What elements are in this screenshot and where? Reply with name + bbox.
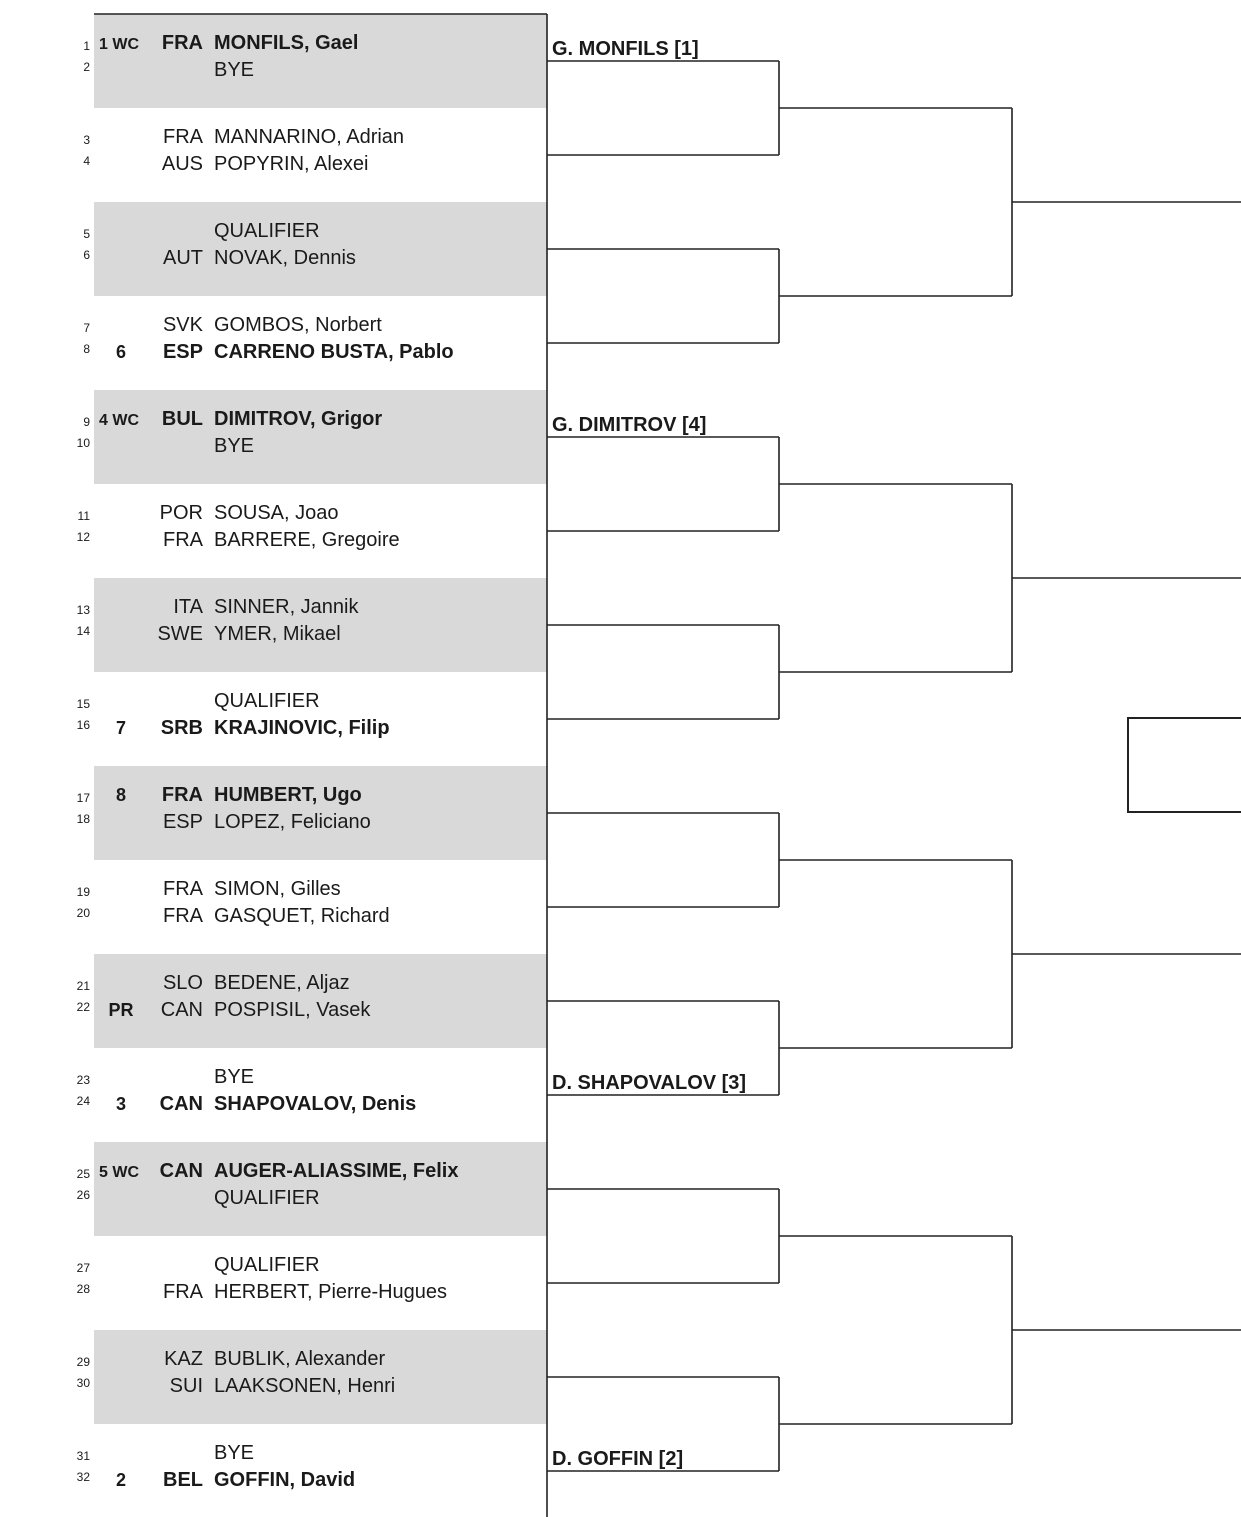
draw-position-number: 20 — [76, 906, 90, 920]
player-nationality: AUS — [161, 153, 203, 175]
player-nationality: AUT — [163, 247, 203, 269]
player-name: DIMITROV, Grigor — [214, 408, 383, 430]
advancing-player-name: G. MONFILS [1] — [552, 38, 699, 60]
draw-position-number: 10 — [76, 436, 90, 450]
player-name: SOUSA, Joao — [214, 502, 339, 524]
draw-position-number: 32 — [76, 1470, 90, 1484]
player-name: QUALIFIER — [214, 220, 320, 242]
player-nationality: SUI — [169, 1375, 203, 1397]
player-nationality: KAZ — [164, 1348, 203, 1370]
seed-label: 3 — [115, 1094, 127, 1114]
player-name: BEDENE, Aljaz — [214, 972, 350, 994]
draw-position-number: 23 — [76, 1073, 90, 1087]
draw-position-number: 29 — [76, 1355, 90, 1369]
draw-position-number: 13 — [76, 603, 90, 617]
player-name: LOPEZ, Feliciano — [214, 811, 371, 833]
final-result-box — [1128, 718, 1241, 812]
seed-label: 1 WC — [99, 36, 139, 53]
draw-block-shaded — [94, 390, 547, 484]
player-name: BUBLIK, Alexander — [214, 1348, 386, 1370]
player-name: MANNARINO, Adrian — [214, 126, 405, 148]
player-name: SHAPOVALOV, Denis — [214, 1093, 417, 1115]
draw-position-number: 26 — [76, 1188, 90, 1202]
draw-position-number: 19 — [76, 885, 90, 899]
draw-block-shaded — [94, 14, 547, 108]
draw-position-number: 31 — [76, 1449, 90, 1463]
player-nationality: FRA — [163, 878, 203, 900]
draw-position-number: 1 — [83, 39, 90, 53]
player-nationality: ESP — [162, 811, 203, 833]
player-name: SIMON, Gilles — [214, 878, 341, 900]
seed-label: 4 WC — [99, 412, 139, 429]
player-name: QUALIFIER — [214, 1187, 320, 1209]
player-name: SINNER, Jannik — [214, 596, 359, 618]
player-nationality: BEL — [163, 1469, 203, 1491]
seed-label: 7 — [115, 718, 127, 738]
draw-position-number: 9 — [83, 415, 90, 429]
player-nationality: FRA — [163, 126, 203, 148]
draw-position-number: 6 — [83, 248, 90, 262]
player-name: HUMBERT, Ugo — [214, 784, 362, 806]
player-name: YMER, Mikael — [214, 623, 341, 645]
player-name: BYE — [214, 435, 255, 457]
player-name: GASQUET, Richard — [214, 905, 390, 927]
player-nationality: FRA — [163, 905, 203, 927]
seed-label: 2 — [115, 1470, 127, 1490]
draw-position-number: 5 — [83, 227, 90, 241]
draw-position-number: 12 — [76, 530, 90, 544]
draw-block-shaded — [94, 1142, 547, 1236]
player-nationality: SWE — [157, 623, 203, 645]
player-nationality: SRB — [160, 717, 203, 739]
seed-label: 8 — [115, 785, 127, 805]
player-name: BYE — [214, 1442, 255, 1464]
draw-position-number: 25 — [76, 1167, 90, 1181]
draw-position-number: 27 — [76, 1261, 90, 1275]
draw-position-number: 21 — [76, 979, 90, 993]
player-name: POPYRIN, Alexei — [214, 153, 369, 175]
draw-position-number: 4 — [83, 154, 90, 168]
player-name: BYE — [214, 59, 255, 81]
draw-position-number: 18 — [76, 812, 90, 826]
seed-label: 6 — [115, 342, 127, 362]
draw-position-number: 14 — [76, 624, 90, 638]
advancing-player-name: G. DIMITROV [4] — [552, 414, 707, 436]
player-name: KRAJINOVIC, Filip — [214, 717, 390, 739]
player-name: MONFILS, Gael — [214, 32, 359, 54]
player-nationality: ESP — [162, 341, 203, 363]
player-nationality: FRA — [163, 529, 203, 551]
player-nationality: SLO — [162, 972, 203, 994]
player-nationality: SVK — [162, 314, 203, 336]
player-name: BYE — [214, 1066, 255, 1088]
draw-position-number: 15 — [76, 697, 90, 711]
player-name: BARRERE, Gregoire — [214, 529, 400, 551]
player-name: AUGER-ALIASSIME, Felix — [214, 1160, 459, 1182]
draw-position-number: 3 — [83, 133, 90, 147]
draw-position-number: 11 — [77, 509, 90, 523]
advancing-player-name: D. SHAPOVALOV [3] — [552, 1072, 747, 1094]
player-nationality: BUL — [161, 408, 203, 430]
draw-position-number: 30 — [76, 1376, 90, 1390]
draw-position-number: 24 — [76, 1094, 90, 1108]
second-round-entries — [552, 38, 746, 1470]
player-nationality: CAN — [160, 999, 203, 1021]
player-name: LAAKSONEN, Henri — [214, 1375, 396, 1397]
draw-position-number: 7 — [83, 321, 90, 335]
draw-position-number: 28 — [76, 1282, 90, 1296]
draw-position-number: 16 — [76, 718, 90, 732]
player-nationality: CAN — [159, 1093, 203, 1115]
draw-position-number: 22 — [76, 1000, 90, 1014]
player-name: QUALIFIER — [214, 690, 320, 712]
player-name: HERBERT, Pierre-Hugues — [214, 1281, 448, 1303]
player-name: GOFFIN, David — [214, 1469, 356, 1491]
player-nationality: FRA — [161, 32, 203, 54]
player-name: QUALIFIER — [214, 1254, 320, 1276]
draw-position-number: 8 — [83, 342, 90, 356]
draw-position-number: 17 — [76, 791, 90, 805]
player-nationality: FRA — [163, 1281, 203, 1303]
player-nationality: CAN — [159, 1160, 203, 1182]
seed-label: 5 WC — [99, 1164, 139, 1181]
player-name: GOMBOS, Norbert — [214, 314, 382, 336]
draw-position-number: 2 — [83, 60, 90, 74]
player-nationality: ITA — [173, 596, 203, 618]
player-name: NOVAK, Dennis — [214, 247, 356, 269]
player-name: POSPISIL, Vasek — [214, 999, 371, 1021]
seed-label: PR — [108, 1000, 134, 1020]
advancing-player-name: D. GOFFIN [2] — [552, 1448, 684, 1470]
player-nationality: POR — [159, 502, 203, 524]
player-name: CARRENO BUSTA, Pablo — [214, 341, 454, 363]
player-nationality: FRA — [161, 784, 203, 806]
